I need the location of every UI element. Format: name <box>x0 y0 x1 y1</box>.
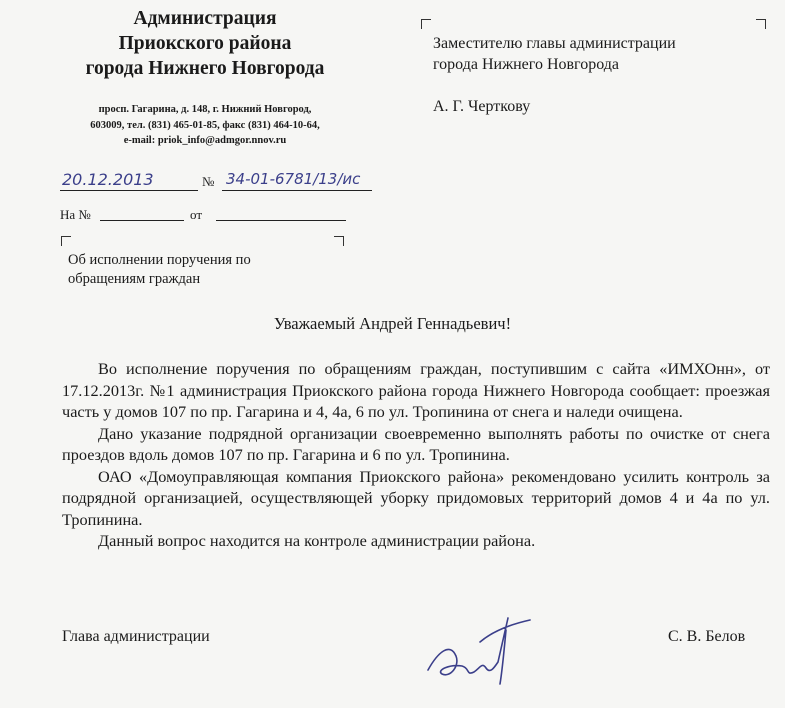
org-line: Администрация <box>133 8 277 29</box>
subject-block <box>68 251 251 289</box>
recipient-block <box>433 33 676 75</box>
registration-number-label: № <box>202 174 215 189</box>
reply-number-label: На № <box>60 207 91 222</box>
signatory-name: С. В. Белов <box>668 628 746 645</box>
address-line: просп. Гагарина, д. 148, г. Нижний Новгород, <box>98 104 312 115</box>
recipient-name: А. Г. Черткову <box>433 98 531 115</box>
reply-from-label: от <box>190 207 203 222</box>
org-line: Приокского района <box>118 33 292 54</box>
recipient-bracket-left <box>421 19 431 29</box>
reply-from-line <box>216 206 346 221</box>
subject-bracket-right <box>334 236 344 246</box>
subject-line: Об исполнении поручения по <box>68 252 251 268</box>
letterhead-address <box>44 102 366 149</box>
subject-line: обращениям граждан <box>68 271 201 287</box>
handwritten-signature <box>420 612 540 692</box>
registration-number-field <box>222 170 372 191</box>
letterhead-organization <box>40 6 370 81</box>
reply-number-line <box>100 206 184 221</box>
signatory-title: Глава администрации <box>62 628 210 645</box>
recipient-line: Заместителю главы администрации <box>433 35 676 52</box>
body-paragraph: Во исполнение поручения по обращениям граждан, поступившим с сайта «ИМХОнн», от 17.12.2013г. №1 администрация Приокского района города Нижнего Новгорода сообщает: проезжая часть у домов 107 по пр. Гагарина и 4, 4а, 6 по ул. Тропинина от снега и наледи очищена. <box>62 359 770 421</box>
letter-body <box>62 358 770 552</box>
recipient-line: города Нижнего Новгорода <box>433 56 619 73</box>
recipient-bracket-right <box>756 19 766 29</box>
body-paragraph: Данный вопрос находится на контроле администрации района. <box>98 531 536 550</box>
org-line: города Нижнего Новгорода <box>85 58 325 79</box>
salutation: Уважаемый Андрей Геннадьевич! <box>273 314 512 333</box>
address-line: 603009, тел. (831) 465-01-85, факс (831) 464-10-64, <box>90 119 320 131</box>
registration-date: 20.12.2013 <box>62 170 154 189</box>
address-line: e-mail: priok_info@admgor.nnov.ru <box>123 135 287 146</box>
body-paragraph: ОАО «Домоуправляющая компания Приокского района» рекомендовано усилить контроль за подрядной организацией, осуществляющей уборку придомовых территорий домов 4 и 4а по ул. Тропинина. <box>62 466 770 529</box>
body-paragraph: Дано указание подрядной организации своевременно выполнять работы по очистке от снега проездов вдоль домов 107 по пр. Гагарина и 6 по ул. Тропинина. <box>62 423 770 464</box>
registration-number: 34-01-6781/13/ис <box>226 170 361 188</box>
registration-date-field <box>60 170 198 191</box>
subject-bracket-left <box>61 236 71 246</box>
